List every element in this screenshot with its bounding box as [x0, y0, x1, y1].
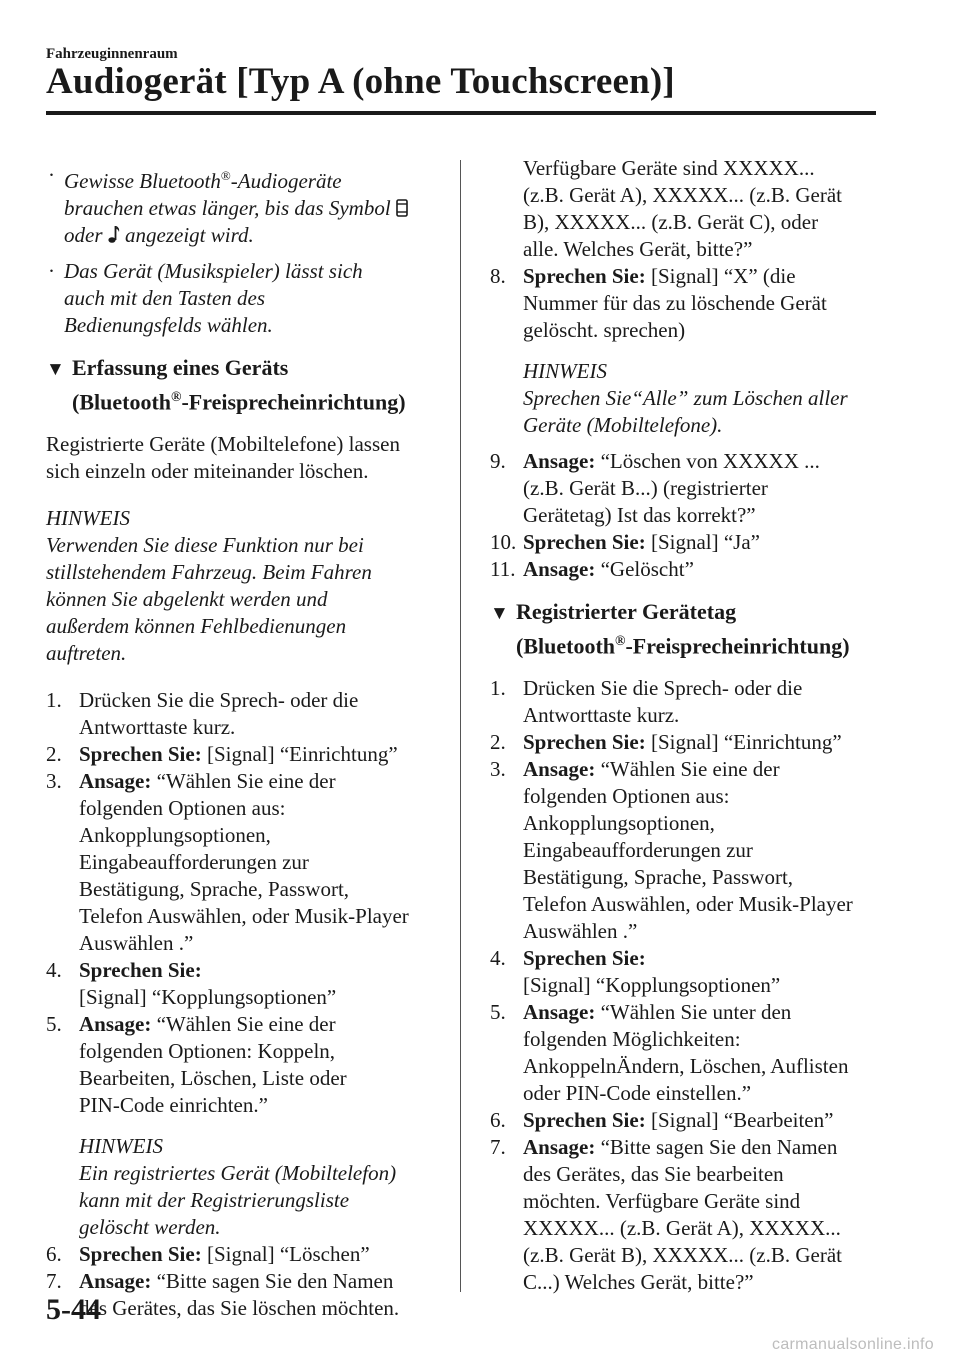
music-note-icon — [108, 225, 120, 244]
bullet-dot: · — [48, 163, 55, 187]
triangle-down-icon: ▼ — [490, 603, 509, 624]
step-note: HINWEIS Sprechen Sie“Alle” zum Löschen aller Geräte (Mobiltelefone). — [523, 359, 848, 437]
step-item: 10. Sprechen Sie: [Signal] “Ja” — [490, 530, 760, 554]
step-item: 1. Drücken Sie die Sprech- oder die Antworttaste kurz. — [46, 688, 359, 740]
phone-audio-icon — [396, 199, 408, 217]
bullet-item: · Das Gerät (Musikspieler) lässt sich auch mit den Tasten des Bedienungsfelds wählen. — [48, 259, 363, 337]
step-item: 3. Ansage: “Wählen Sie eine der folgenden Optionen aus: Ankopplungsoptionen, Eingabeaufforderungen zur Bestätigung, Sprache, Passwort, Telefon Auswählen, oder Musik-Player Auswählen .” — [46, 769, 409, 956]
step-item: 6. Sprechen Sie: [Signal] “Löschen” — [46, 1242, 370, 1267]
step-item: 5. Ansage: “Wählen Sie eine der folgenden Optionen: Koppeln, Bearbeiten, Löschen, Liste oder PIN-Code einrichten.” — [46, 1012, 347, 1118]
step-item: 8. Sprechen Sie: [Signal] “X” (die Nummer für das zu löschende Gerät gelöscht. sprechen) — [490, 264, 827, 342]
step-item: 2. Sprechen Sie: [Signal] “Einrichtung” — [46, 742, 398, 767]
step-item: 4. Sprechen Sie: [Signal] “Kopplungsoptionen” — [490, 946, 781, 998]
header-rule — [46, 111, 876, 115]
step-item: 9. Ansage: “Löschen von XXXXX ... (z.B. Gerät B...) (registrierter Gerätetag) Ist das korrekt?” — [490, 449, 820, 527]
step-item: 7. Ansage: “Bitte sagen Sie den Namen des Gerätes, das Sie löschen möchten. — [46, 1269, 400, 1321]
step-item: 2. Sprechen Sie: [Signal] “Einrichtung” — [490, 730, 842, 755]
step-item: 6. Sprechen Sie: [Signal] “Bearbeiten” — [490, 1108, 834, 1133]
watermark: carmanualsonline.info — [772, 1336, 934, 1353]
bullet-dot: · — [48, 259, 55, 283]
step-item: 4. Sprechen Sie: [Signal] “Kopplungsoptionen” — [46, 958, 337, 1010]
left-column — [46, 162, 446, 1322]
section-heading: ▼ Erfassung eines Geräts (Bluetooth®-Freisprecheinrichtung) — [46, 355, 406, 415]
note-label: HINWEIS — [46, 506, 130, 531]
section-label: Fahrzeuginnenraum — [46, 46, 178, 62]
step-continuation: Verfügbare Geräte sind XXXXX... (z.B. Gerät A), XXXXX... (z.B. Gerät B), XXXXX... (z.B. Gerät C), oder alle. Welches Gerät, bitte?” — [523, 156, 842, 261]
step-item: 7. Ansage: “Bitte sagen Sie den Namen des Gerätes, das Sie bearbeiten möchten. Verfügbare Geräte sind XXXXX... (z.B. Gerät A), XXXXX... (z.B. Gerät B), XXXXX... (z.B. Gerät C...) Welches Gerät, bitte?” — [490, 1135, 842, 1295]
column-divider — [460, 160, 461, 1292]
body-paragraph: Registrierte Geräte (Mobiltelefone) lassen sich einzeln oder miteinander löschen. — [46, 432, 400, 484]
triangle-down-icon: ▼ — [46, 359, 65, 380]
bullet-item: · Gewisse Bluetooth®-Audiogeräte brauchen etwas länger, bis das Symbol oder angezeigt wird. — [46, 162, 446, 249]
step-item: 5. Ansage: “Wählen Sie unter den folgenden Möglichkeiten: AnkoppelnÄndern, Löschen, Auflisten oder PIN-Code einstellen.” — [490, 1000, 849, 1106]
step-item: 3. Ansage: “Wählen Sie eine der folgenden Optionen aus: Ankopplungsoptionen, Eingabeaufforderungen zur Bestätigung, Sprache, Passwort, Telefon Auswählen, oder Musik-Player Auswählen .” — [490, 757, 853, 944]
right-column — [490, 155, 890, 1296]
step-note: HINWEIS Ein registriertes Gerät (Mobiltelefon) kann mit der Registrierungsliste gelöscht werden. — [79, 1134, 397, 1240]
note-text: Verwenden Sie diese Funktion nur bei stillstehendem Fahrzeug. Beim Fahren können Sie abgelenkt werden und außerdem können Fehlbedienungen auftreten. — [46, 533, 372, 666]
page-number: 5-44 — [46, 1293, 101, 1326]
page-title: Audiogerät [Typ A (ohne Touchscreen)] — [46, 61, 675, 102]
step-item: 11. Ansage: “Gelöscht” — [490, 557, 694, 581]
step-item: 1. Drücken Sie die Sprech- oder die Antworttaste kurz. — [490, 676, 803, 728]
section-heading: ▼ Registrierter Gerätetag (Bluetooth®-Freisprecheinrichtung) — [490, 599, 850, 659]
